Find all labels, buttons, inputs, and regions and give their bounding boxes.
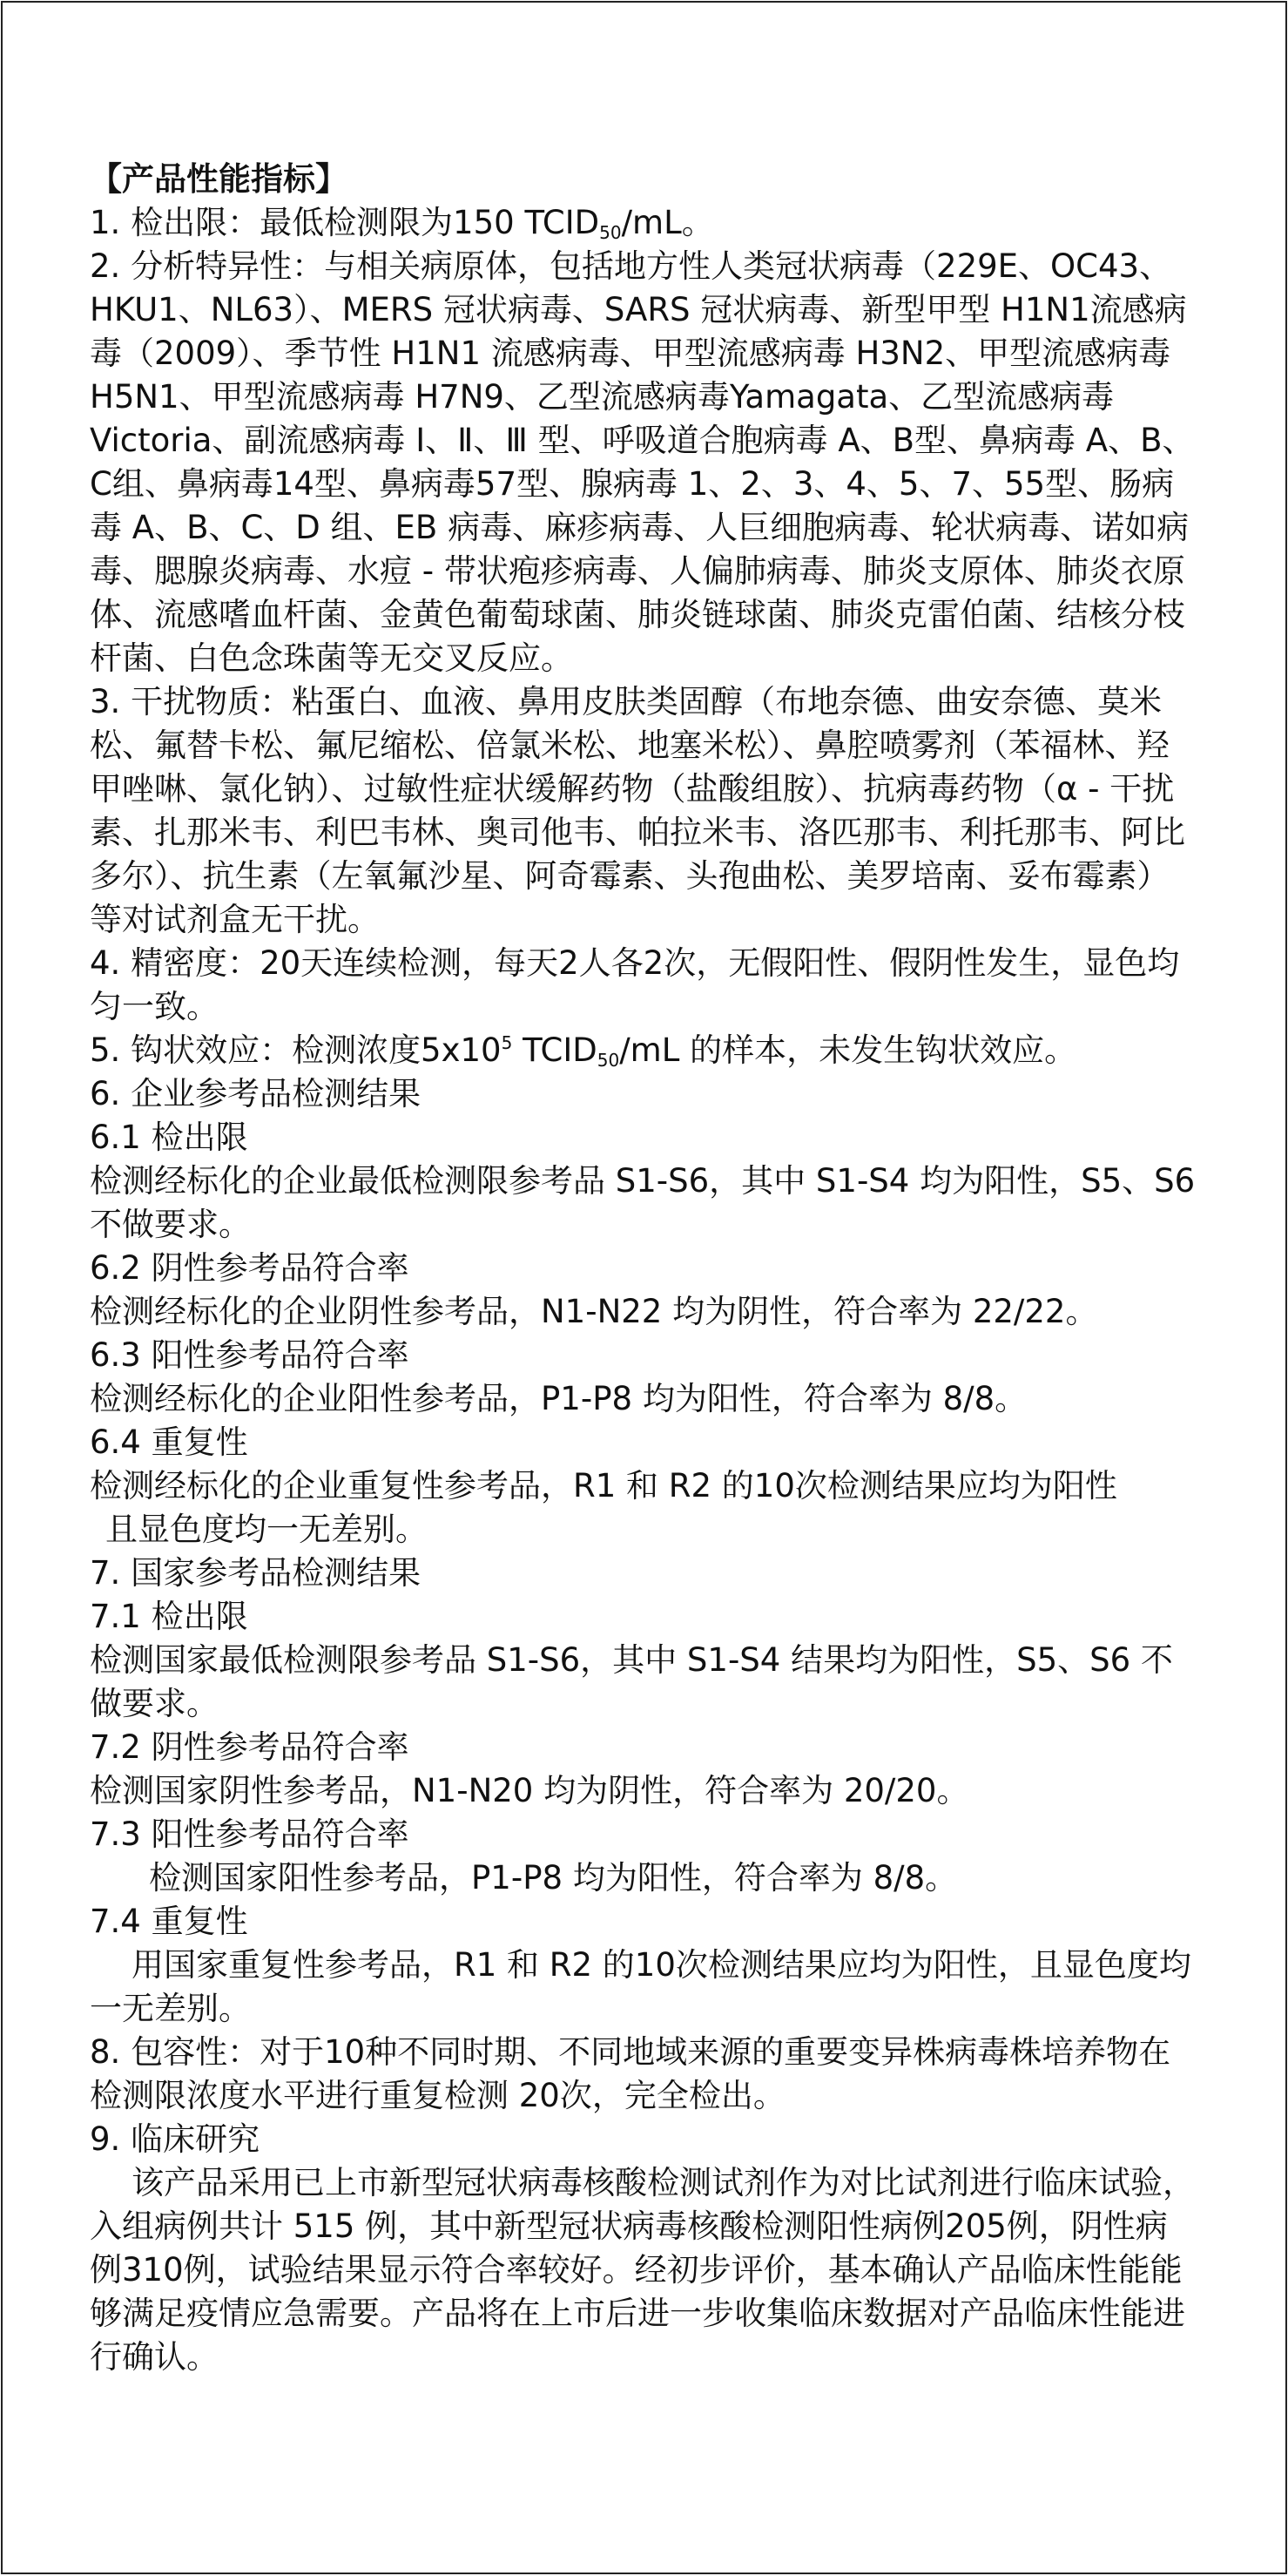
paragraph: 检测经标化的企业阳性参考品，P1-P8 均为阳性，符合率为 8/8。	[90, 1380, 1028, 1417]
subheading: 7.4 重复性	[90, 1903, 248, 1940]
item-inclusivity: 8. 包容性：对于10种不同时期、不同地域来源的重要变异株病毒株培养物在检测限浓度水平进行重复检测 20次，完全检出。	[90, 2033, 1171, 2114]
item-hook-effect	[90, 1029, 1196, 1072]
superscript: 5	[501, 1032, 513, 1053]
text-run: /mL。	[621, 204, 714, 241]
paragraph: 用国家重复性参考品，R1 和 R2 的10次检测结果应均为阳性，且显色度均一无差别。	[90, 1946, 1191, 2027]
subscript: 50	[599, 222, 622, 243]
item-specificity: 2. 分析特异性：与相关病原体，包括地方性人类冠状病毒（229E、OC43、HKU1、NL63）、MERS 冠状病毒、SARS 冠状病毒、新型甲型 H1N1流感病毒（2009）、季节性 H1N1 流感病毒、甲型流感病毒 H3N2、甲型流感病毒 H5N1、甲型流感病毒 H7N9、乙型流感病毒Yamagata、乙型流感病毒 Victoria、副流感病毒 Ⅰ、Ⅱ、Ⅲ 型、呼吸道合胞病毒 A、B型、鼻病毒 A、B、C组、鼻病毒14型、鼻病毒57型、腺病毒 1、2、3、4、5、7、55型、肠病毒 A、B、C、D 组、EB 病毒、麻疹病毒、人巨细胞病毒、轮状病毒、诺如病毒、腮腺炎病毒、水痘 - 带状疱疹病毒、人偏肺病毒、肺炎支原体、肺炎衣原体、流感嗜血杆菌、金黄色葡萄球菌、肺炎链球菌、肺炎克雷伯菌、结核分枝杆菌、白色念珠菌等无交叉反应。	[90, 247, 1195, 677]
paragraph: 检测国家最低检测限参考品 S1-S6，其中 S1-S4 结果均为阳性，S5、S6 不做要求。	[90, 1641, 1173, 1722]
item-national-reference: 7. 国家参考品检测结果	[90, 1554, 421, 1592]
subheading: 6.3 阳性参考品符合率	[90, 1336, 409, 1374]
subheading: 6.1 检出限	[90, 1119, 248, 1156]
paragraph: 检测经标化的企业最低检测限参考品 S1-S6，其中 S1-S4 均为阳性，S5、S6 不做要求。	[90, 1162, 1196, 1243]
section-title: 【产品性能指标】	[90, 160, 347, 198]
document-body	[90, 158, 1196, 2379]
paragraph: 检测国家阳性参考品，P1-P8 均为阳性，符合率为 8/8。	[149, 1859, 958, 1897]
paragraph: 检测经标化的企业重复性参考品，R1 和 R2 的10次检测结果应均为阳性	[90, 1467, 1117, 1504]
item-precision: 4. 精密度：20天连续检测，每天2人各2次，无假阳性、假阴性发生，显色均匀一致。	[90, 944, 1180, 1025]
text-run: TCID	[512, 1031, 597, 1069]
paragraph: 该产品采用已上市新型冠状病毒核酸检测试剂作为对比试剂进行临床试验，入组病例共计 515 例，其中新型冠状病毒核酸检测阳性病例205例，阴性病例310例，试验结果显示符合率较好。经初步评价，基本确认产品临床性能能够满足疫情应急需要。产品将在上市后进一步收集临床数据对产品临床性能进行确认。	[90, 2164, 1195, 2376]
text-run: 1. 检出限：最低检测限为150 TCID	[90, 204, 600, 241]
subheading: 6.2 阴性参考品符合率	[90, 1249, 409, 1287]
item-enterprise-reference: 6. 企业参考品检测结果	[90, 1075, 421, 1112]
subscript: 50	[597, 1050, 620, 1071]
subheading: 7.2 阴性参考品符合率	[90, 1728, 409, 1766]
subheading: 7.1 检出限	[90, 1598, 248, 1635]
subheading: 7.3 阳性参考品符合率	[90, 1815, 409, 1853]
paragraph: 检测经标化的企业阴性参考品，N1-N22 均为阴性，符合率为 22/22。	[90, 1293, 1098, 1330]
document-page	[1, 1, 1287, 2574]
item-clinical-study: 9. 临床研究	[90, 2120, 260, 2158]
item-interference: 3. 干扰物质：粘蛋白、血液、鼻用皮肤类固醇（布地奈德、曲安奈德、莫米松、氟替卡松、氟尼缩松、倍氯米松、地塞米松）、鼻腔喷雾剂（苯福林、羟甲唑啉、氯化钠）、过敏性症状缓解药物（盐酸组胺）、抗病毒药物（α - 干扰素、扎那米韦、利巴韦林、奥司他韦、帕拉米韦、洛匹那韦、利托那韦、阿比多尔）、抗生素（左氧氟沙星、阿奇霉素、头孢曲松、美罗培南、妥布霉素）等对试剂盒无干扰。	[90, 683, 1185, 938]
text-run: /mL 的样本，未发生钩状效应。	[619, 1031, 1077, 1069]
paragraph: 检测国家阴性参考品，N1-N20 均为阴性，符合率为 20/20。	[90, 1772, 969, 1809]
paragraph-continued: 且显色度均一无差别。	[105, 1511, 428, 1548]
item-detection-limit	[90, 201, 1196, 245]
text-run: 5. 钩状效应：检测浓度5x10	[90, 1031, 502, 1069]
subheading: 6.4 重复性	[90, 1423, 248, 1461]
